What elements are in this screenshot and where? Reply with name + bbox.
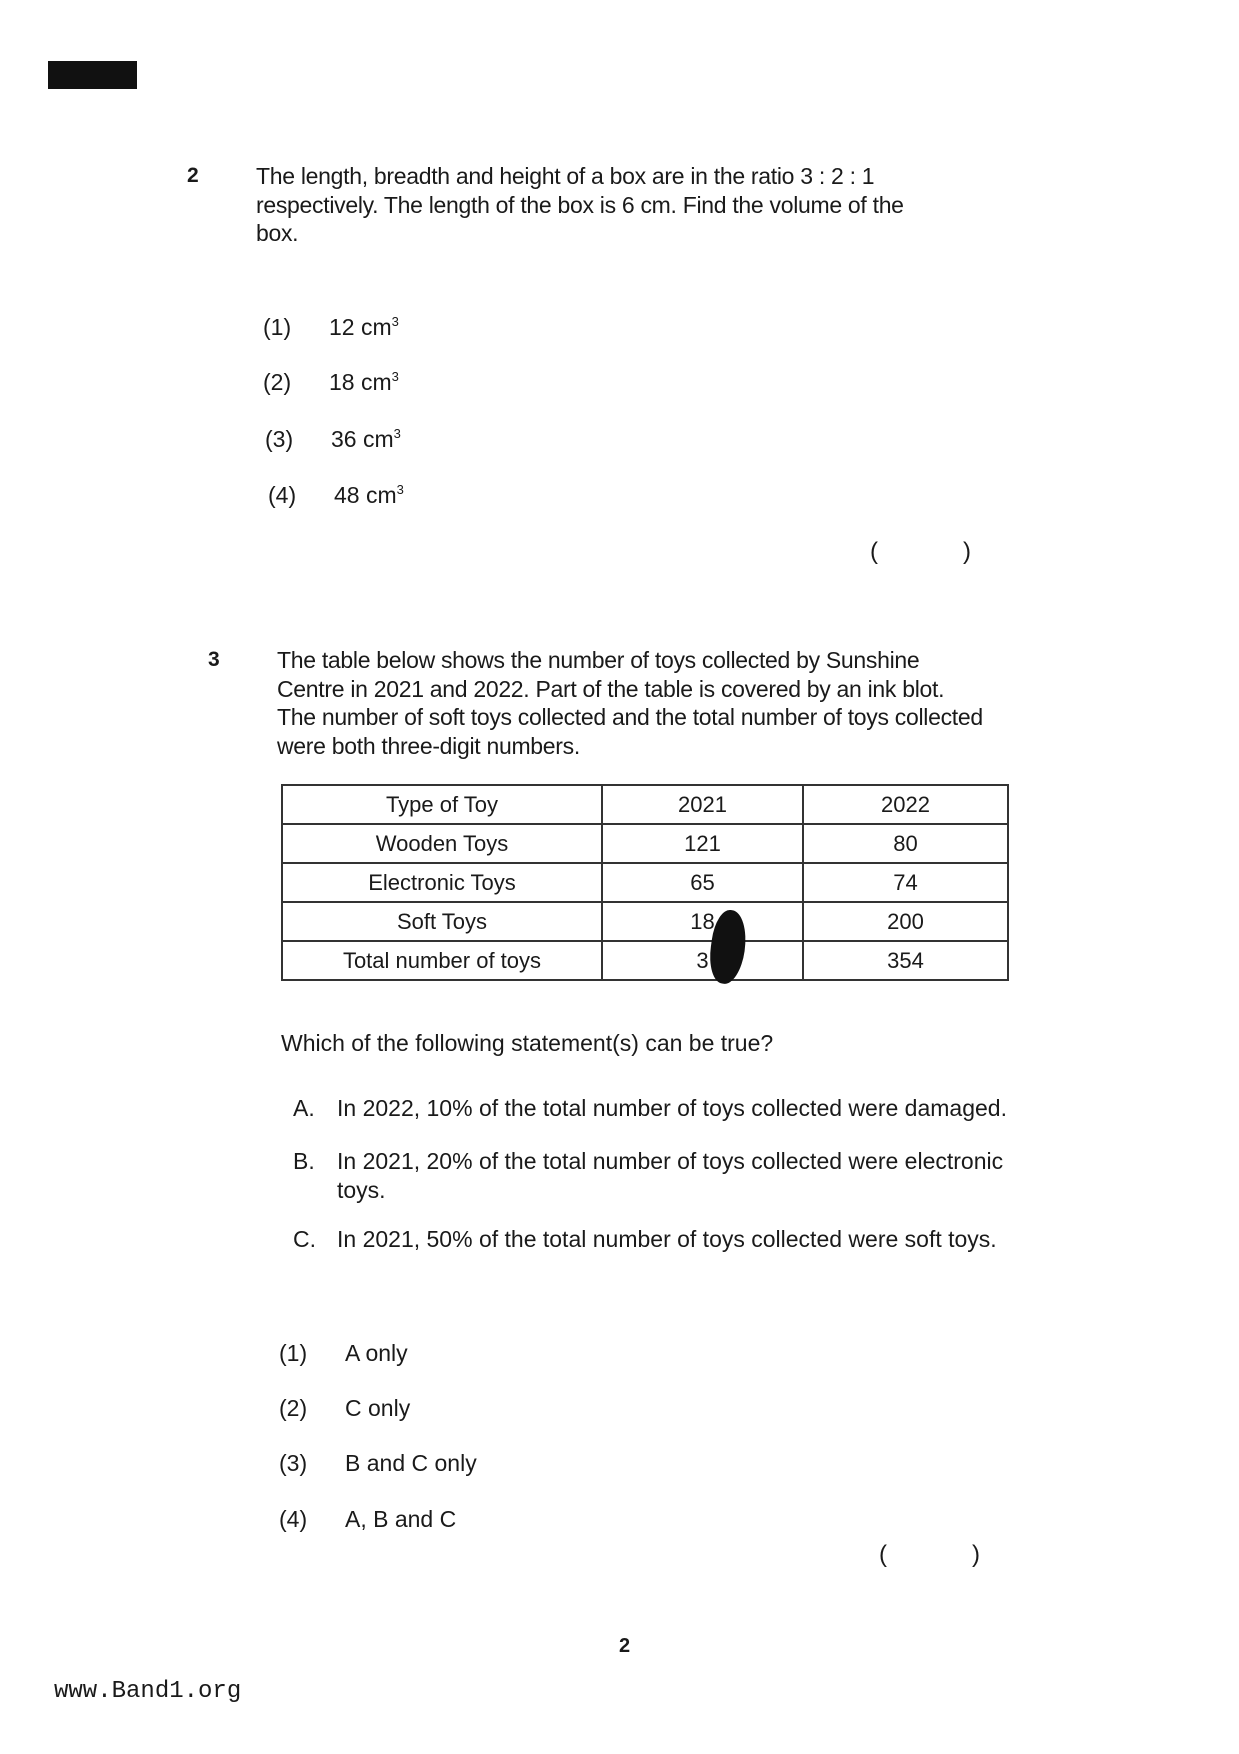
option-1[interactable]: [279, 1340, 408, 1367]
option-value: 48 cm: [334, 482, 397, 508]
question-number: 3: [208, 648, 220, 671]
option-number: (1): [279, 1340, 308, 1366]
table-row: [282, 941, 1008, 980]
statement-b: In 2021, 20% of the total number of toys collected were electronic: [337, 1148, 1004, 1174]
option-1[interactable]: [263, 314, 399, 341]
answer-bracket-open: (: [870, 538, 878, 565]
toys-table: [281, 784, 1009, 981]
superscript: 3: [393, 426, 401, 441]
table-row: [282, 824, 1008, 863]
statement-b-cont: toys.: [337, 1177, 386, 1203]
statement-b-label: B.: [293, 1148, 315, 1174]
question-line: The length, breadth and height of a box are in the ratio 3 : 2 : 1: [256, 163, 875, 189]
option-2[interactable]: [279, 1395, 410, 1422]
answer-bracket-close: ): [963, 538, 971, 565]
question-line: box.: [256, 220, 299, 246]
option-number: (4): [279, 1506, 308, 1532]
option-number: (1): [263, 314, 292, 340]
question-prompt: Which of the following statement(s) can be true?: [281, 1030, 774, 1056]
statement-c: In 2021, 50% of the total number of toys collected were soft toys.: [337, 1226, 997, 1252]
header-cell: 2021: [602, 785, 803, 824]
statement-a: In 2022, 10% of the total number of toys collected were damaged.: [337, 1095, 1007, 1121]
question-text: [277, 646, 1017, 760]
option-number: (3): [265, 426, 294, 452]
superscript: 3: [391, 369, 399, 384]
option-value: A, B and C: [345, 1506, 457, 1532]
answer-bracket-close: ): [972, 1541, 980, 1568]
table-cell: Wooden Toys: [282, 824, 602, 863]
option-3[interactable]: [279, 1450, 477, 1477]
option-number: (2): [263, 369, 292, 395]
option-value: B and C only: [345, 1450, 477, 1476]
question-line: Centre in 2021 and 2022. Part of the table is covered by an ink blot.: [277, 675, 945, 702]
table-cell: Total number of toys: [282, 941, 602, 980]
statement-a-label: A.: [293, 1095, 315, 1121]
header-cell: 2022: [803, 785, 1008, 824]
redaction-box: [48, 61, 137, 89]
question-line: The number of soft toys collected and the total number of toys collected: [277, 704, 983, 730]
answer-bracket-open: (: [879, 1541, 887, 1568]
question-text: [256, 162, 1016, 248]
option-number: (3): [279, 1450, 308, 1476]
table-cell: 18: [602, 902, 803, 941]
option-3[interactable]: [265, 426, 401, 453]
option-value: A only: [345, 1340, 408, 1366]
option-4[interactable]: [268, 482, 404, 509]
question-line: The table below shows the number of toys collected by Sunshine: [277, 647, 920, 673]
option-number: (2): [279, 1395, 308, 1421]
statement-c-label: C.: [293, 1226, 316, 1252]
option-4[interactable]: [279, 1506, 456, 1533]
option-number: (4): [268, 482, 297, 508]
table-cell: 3: [602, 941, 803, 980]
footer-url: www.Band1.org: [54, 1678, 242, 1705]
table-row: [282, 863, 1008, 902]
header-cell: Type of Toy: [282, 785, 602, 824]
question-number: 2: [187, 164, 199, 187]
table-cell: Electronic Toys: [282, 863, 602, 902]
option-value: 18 cm: [329, 369, 392, 395]
question-line: respectively. The length of the box is 6 cm. Find the volume of the: [256, 191, 904, 218]
table-cell: 65: [602, 863, 803, 902]
option-2[interactable]: [263, 369, 399, 396]
option-value: 36 cm: [331, 426, 394, 452]
table-cell: 74: [803, 863, 1008, 902]
superscript: 3: [391, 314, 399, 329]
superscript: 3: [396, 482, 404, 497]
table-row: [282, 902, 1008, 941]
table-cell: Soft Toys: [282, 902, 602, 941]
table-cell: 354: [803, 941, 1008, 980]
question-line: were both three-digit numbers.: [277, 732, 580, 759]
table-cell: 121: [602, 824, 803, 863]
option-value: C only: [345, 1395, 411, 1421]
table-cell: 80: [803, 824, 1008, 863]
table-cell: 200: [803, 902, 1008, 941]
option-value: 12 cm: [329, 314, 392, 340]
table-header-row: [282, 785, 1008, 824]
page-number: 2: [619, 1635, 631, 1657]
